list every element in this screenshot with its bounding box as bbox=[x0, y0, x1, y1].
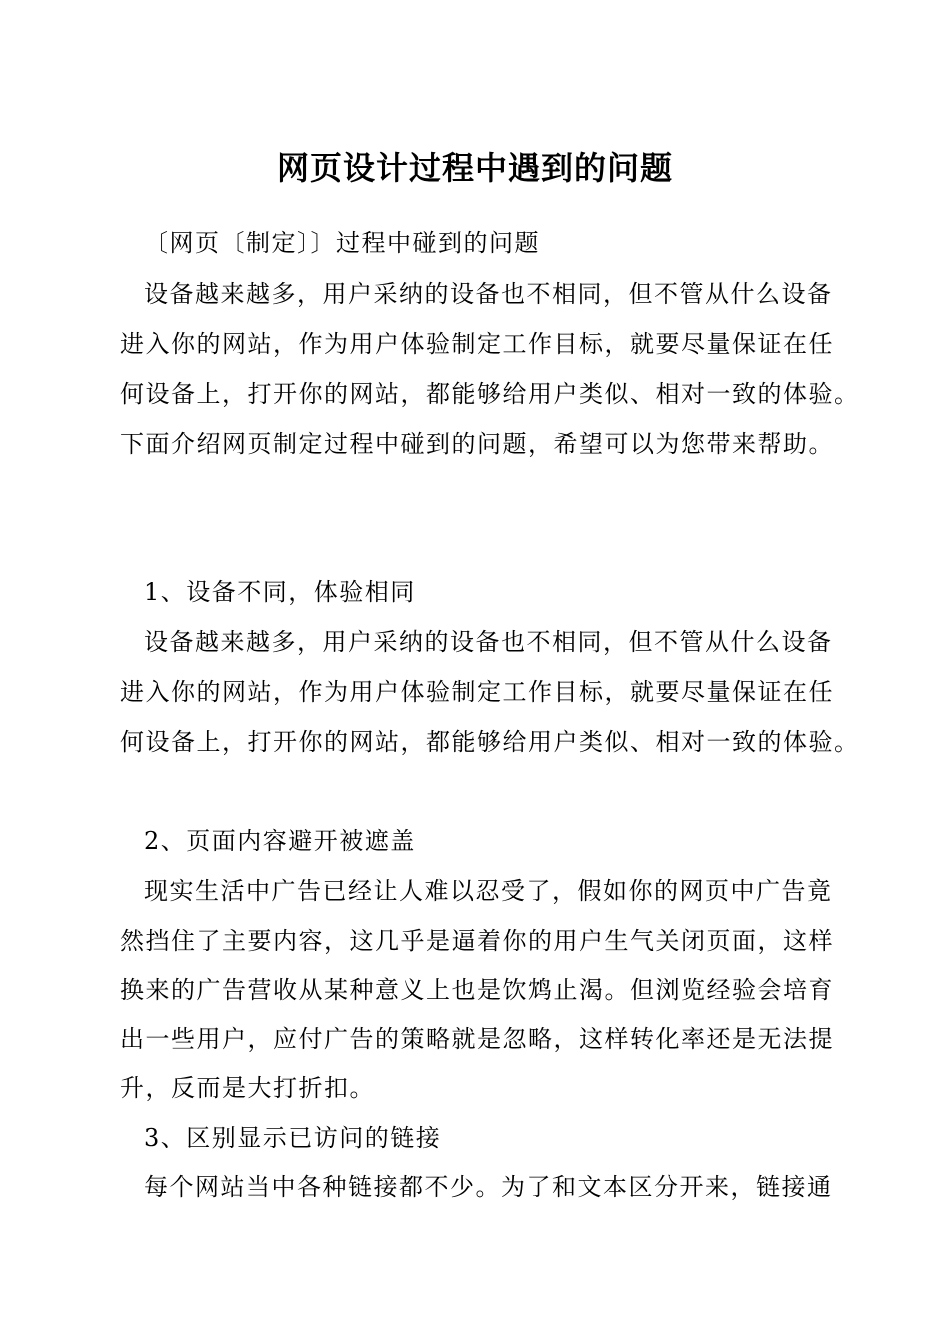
intro-line-2: 进入你的网站，作为用户体验制定工作目标，就要尽量保证在任 bbox=[120, 330, 834, 358]
section-1-line-2: 进入你的网站，作为用户体验制定工作目标，就要尽量保证在任 bbox=[120, 678, 834, 706]
section-1-line-3: 何设备上，打开你的网站，都能够给用户类似、相对一致的体验。 bbox=[120, 728, 860, 756]
document-title: 网页设计过程中遇到的问题 bbox=[276, 149, 673, 187]
section-2-line-2: 然挡住了主要内容，这几乎是逼着你的用户生气关闭页面，这样 bbox=[120, 927, 834, 955]
intro-line-1: 设备越来越多，用户采纳的设备也不相同，但不管从什么设备 bbox=[144, 280, 833, 308]
intro-line-3: 何设备上，打开你的网站，都能够给用户类似、相对一致的体验。 bbox=[120, 380, 860, 408]
section-3-line-1: 每个网站当中各种链接都不少。为了和文本区分开来，链接通 bbox=[144, 1173, 833, 1201]
intro-line-4: 下面介绍网页制定过程中碰到的问题，希望可以为您带来帮助。 bbox=[120, 430, 834, 458]
section-2-line-4: 出一些用户，应付广告的策略就是忽略，这样转化率还是无法提 bbox=[120, 1025, 834, 1053]
intro-heading: 〔网页〔制定〕〕过程中碰到的问题 bbox=[144, 229, 540, 257]
section-1-line-1: 设备越来越多，用户采纳的设备也不相同，但不管从什么设备 bbox=[144, 628, 833, 656]
section-2-line-3: 换来的广告营收从某种意义上也是饮鸩止渴。但浏览经验会培育 bbox=[120, 976, 834, 1004]
section-1-heading: 1、设备不同，体验相同 bbox=[144, 578, 416, 606]
section-2-heading: 2、页面内容避开被遮盖 bbox=[144, 827, 416, 855]
section-2-line-5: 升，反而是大打折扣。 bbox=[120, 1074, 375, 1102]
section-3-heading: 3、区别显示已访问的链接 bbox=[144, 1124, 442, 1152]
section-2-line-1: 现实生活中广告已经让人难以忍受了，假如你的网页中广告竟 bbox=[144, 877, 833, 905]
